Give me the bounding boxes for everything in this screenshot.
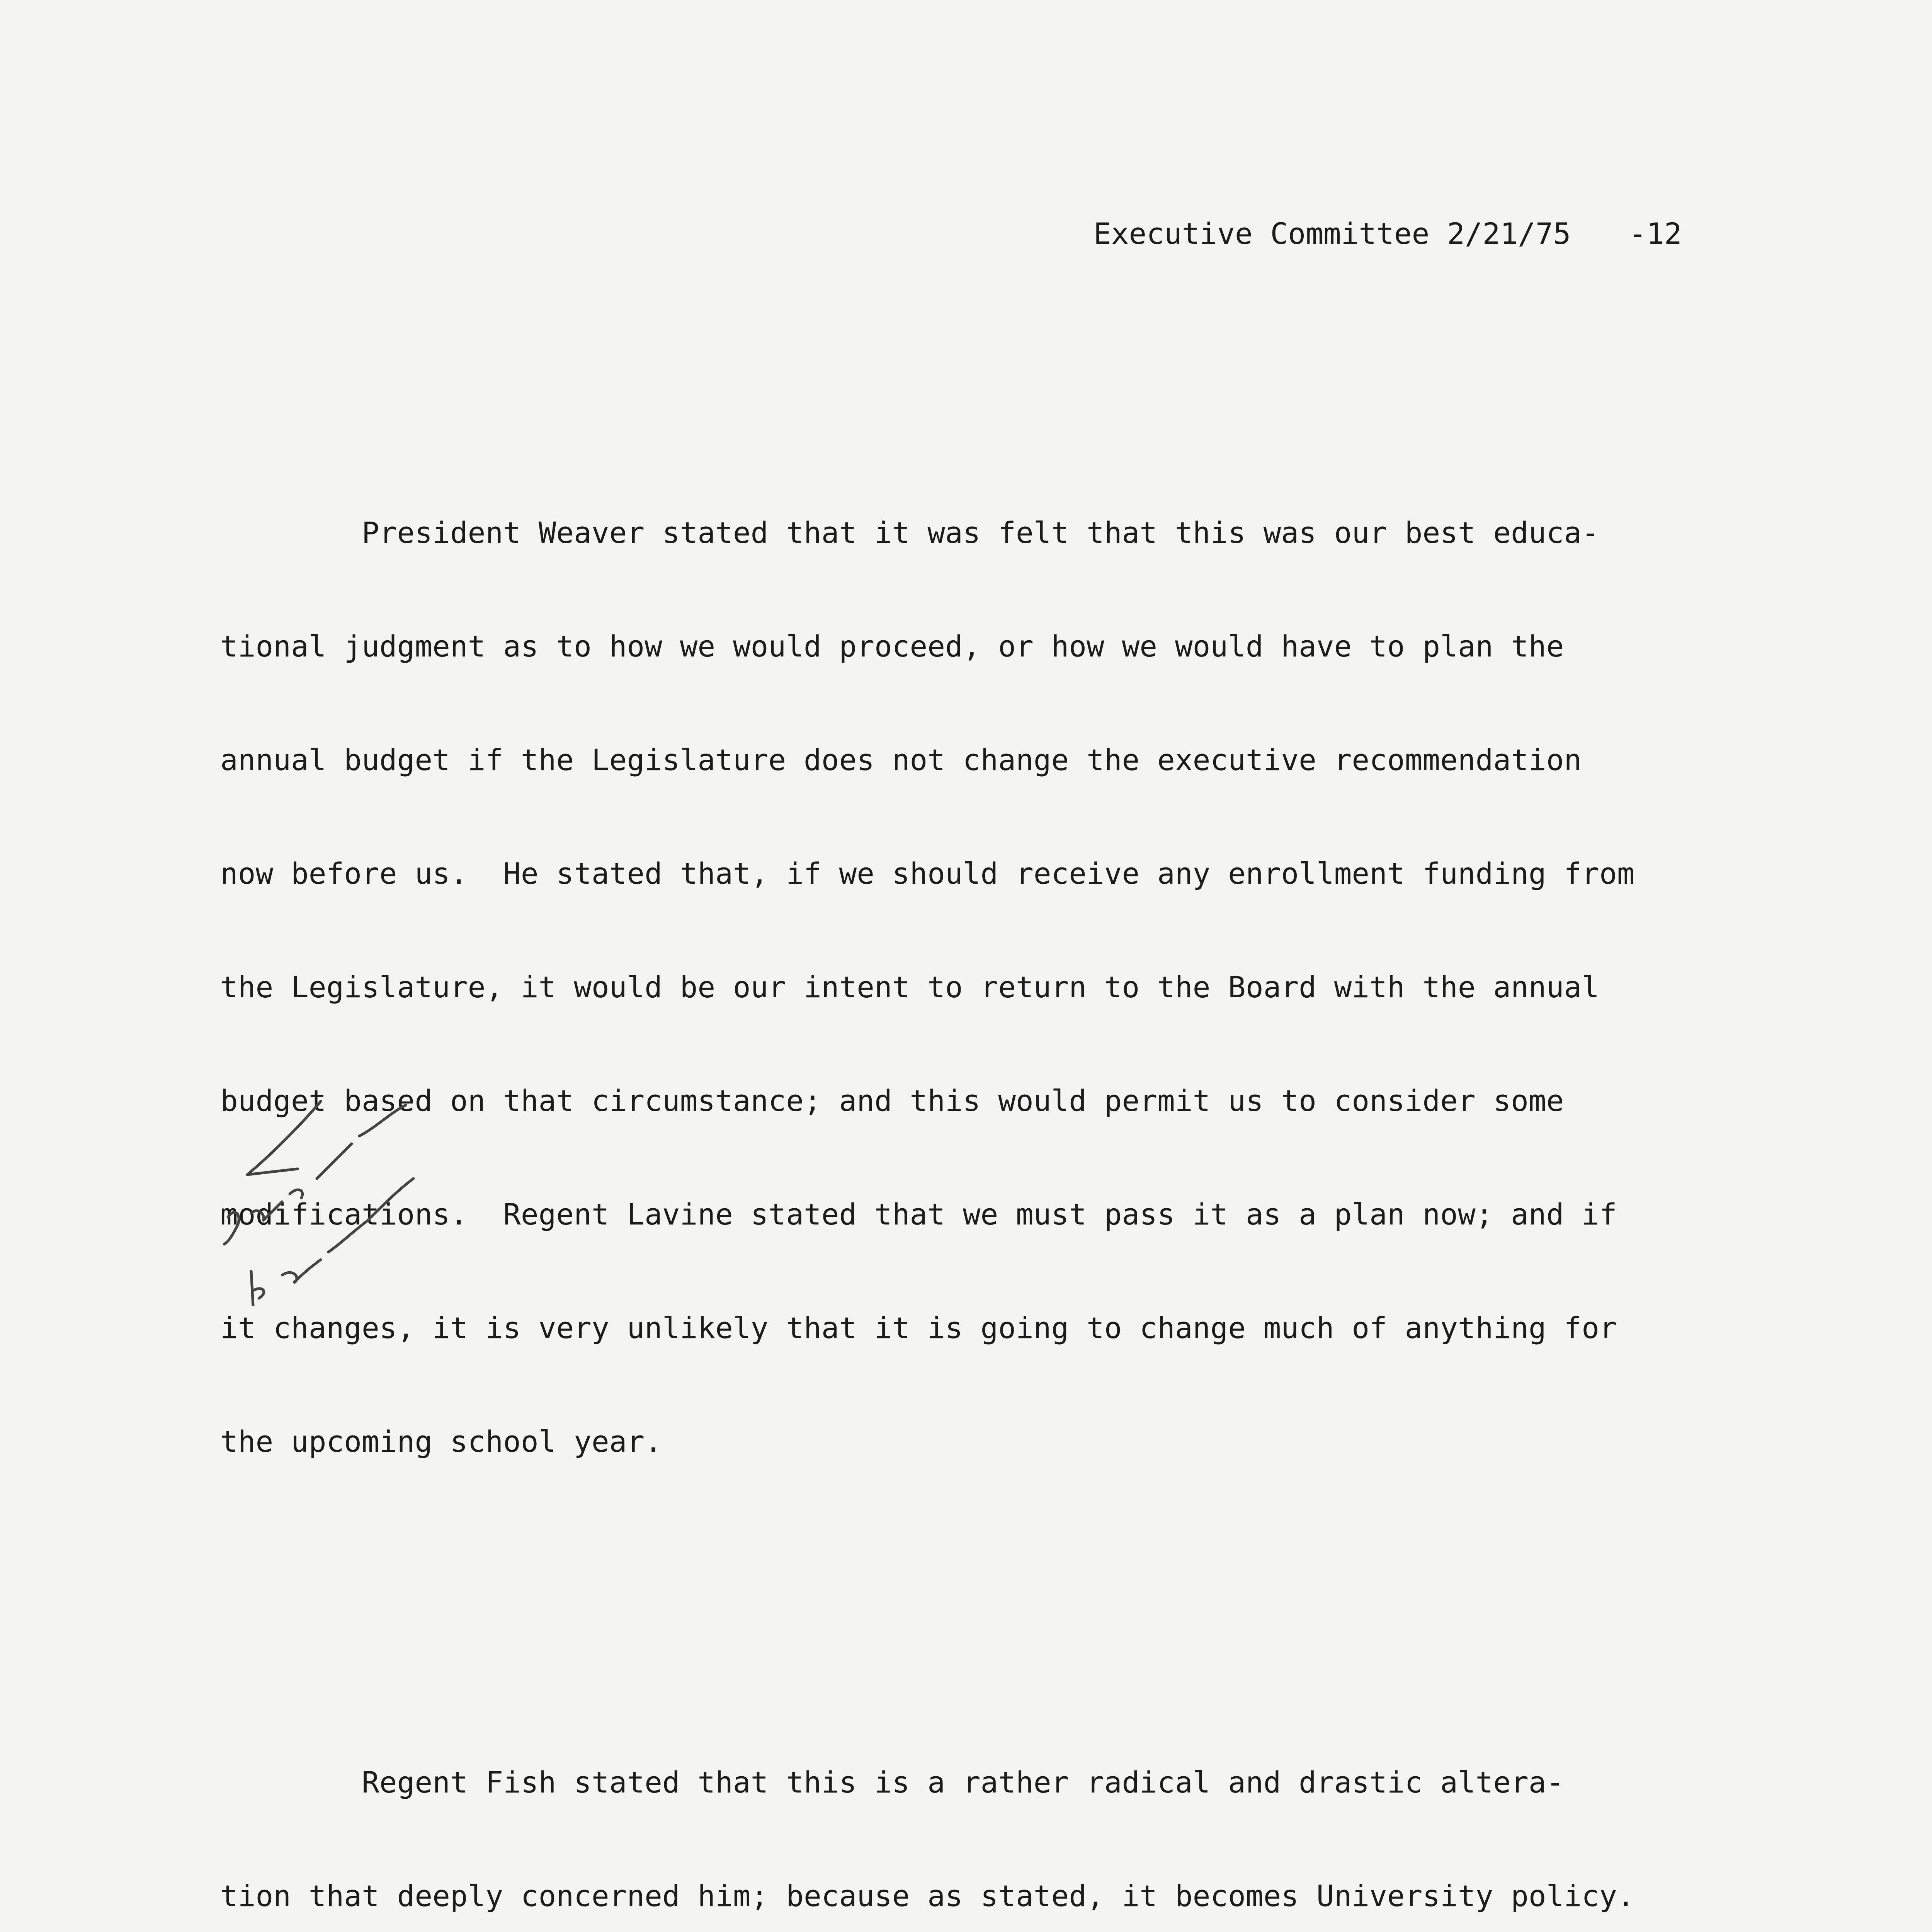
page-header (1094, 216, 1682, 251)
header-title: Executive Committee 2/21/75 (1094, 216, 1571, 251)
paragraph-2 (220, 1688, 1789, 1932)
text-line: Regent Fish stated that this is a rather radical and drastic altera- (220, 1765, 1564, 1799)
text-line: tion that deeply concerned him; because as stated, it becomes University policy. (220, 1879, 1635, 1913)
header-page-number: -12 (1629, 216, 1682, 251)
text-line: modifications. Regent Lavine stated that we must pass it as a plan now; and if (220, 1197, 1617, 1231)
text-line: annual budget if the Legislature does not change the executive recommendation (220, 743, 1582, 777)
text-line: now before us. He stated that, if we should receive any enrollment funding from (220, 856, 1635, 891)
handwritten-annotation (205, 1090, 498, 1306)
text-line: the upcoming school year. (220, 1424, 662, 1459)
paragraph-1 (220, 438, 1789, 1536)
text-line: tional judgment as to how we would proceed, or how we would have to plan the (220, 629, 1564, 663)
text-line: the Legislature, it would be our intent to return to the Board with the annual (220, 970, 1599, 1004)
text-line: budget based on that circumstance; and this would permit us to consider some (220, 1083, 1564, 1118)
text-line: President Weaver stated that it was felt that this was our best educa- (220, 515, 1599, 550)
text-line: it changes, it is very unlikely that it is going to change much of anything for (220, 1311, 1617, 1345)
